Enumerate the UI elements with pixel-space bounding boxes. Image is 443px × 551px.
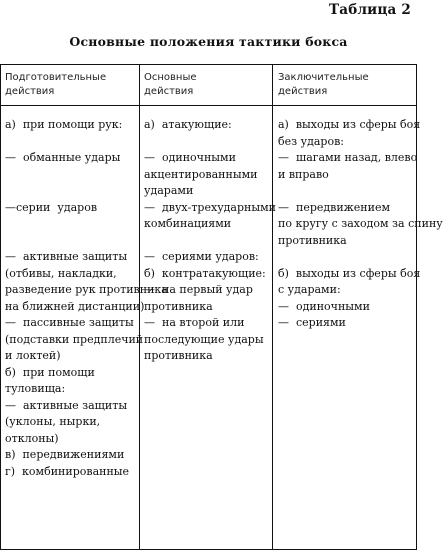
table-cell-line: — одиночными bbox=[144, 151, 236, 164]
table-cell-line bbox=[144, 134, 276, 151]
table-cell-line: с ударами: bbox=[278, 283, 341, 296]
column-final-body bbox=[278, 117, 443, 332]
table-cell-line: и локтей) bbox=[5, 349, 61, 362]
table-cell-line bbox=[278, 249, 443, 266]
table-title: Основные положения тактики бокса bbox=[69, 34, 348, 49]
header-text: действия bbox=[144, 86, 194, 97]
table-cell-line: —серии ударов bbox=[5, 200, 98, 214]
table-cell-line: на ближней дистанции) bbox=[5, 299, 145, 313]
table-cell-line: противника bbox=[144, 299, 213, 313]
table-cell-line: а) при помощи рук: bbox=[5, 118, 123, 131]
table-cell-line: — передвижением bbox=[278, 200, 391, 214]
header-preparatory bbox=[5, 71, 106, 99]
table-cell-line: — на первый удар bbox=[144, 283, 253, 296]
table-cell-line: противника bbox=[278, 233, 347, 247]
table-cell-line: по кругу с заходом за спину bbox=[278, 217, 443, 230]
table-cell-line bbox=[144, 233, 276, 250]
column-main-body bbox=[144, 117, 276, 365]
table-cell-line: разведение рук противника bbox=[5, 283, 168, 296]
header-text: действия bbox=[278, 86, 328, 97]
table-cell-line: акцентированными bbox=[144, 167, 258, 181]
header-text: Подготовительные bbox=[5, 72, 107, 83]
table-cell-line: (подставки предплечий bbox=[5, 332, 144, 346]
table-cell-line: туловища: bbox=[5, 382, 66, 395]
table-cell-line: противника bbox=[144, 349, 213, 362]
table-cell-line: б) выходы из сферы боя bbox=[278, 266, 421, 280]
table-cell-line: (уклоны, нырки, bbox=[5, 415, 101, 428]
table-cell-line: — обманные удары bbox=[5, 151, 121, 164]
table-cell-line: — пассивные защиты bbox=[5, 316, 134, 329]
table-cell-line: а) выходы из сферы боя bbox=[278, 118, 421, 131]
table-cell-line bbox=[278, 183, 443, 200]
table-cell-line: а) атакующие: bbox=[144, 118, 232, 131]
table-cell-line: последующие удары bbox=[144, 332, 264, 346]
table-cell-line: без ударов: bbox=[278, 134, 344, 148]
header-text: действия bbox=[5, 86, 55, 97]
table-cell-line: в) передвижениями bbox=[5, 448, 125, 461]
header-final bbox=[278, 71, 369, 99]
table-cell-line: — активные защиты bbox=[5, 398, 128, 412]
table-cell-line: г) комбинированные bbox=[5, 464, 130, 478]
table-cell-line: комбинациями bbox=[144, 217, 232, 230]
table-cell-line: ударами bbox=[144, 184, 194, 197]
header-text: Основные bbox=[144, 72, 197, 83]
table-cell-line: и вправо bbox=[278, 167, 329, 181]
table-left-border bbox=[0, 65, 1, 549]
table-cell-line: — шагами назад, влево bbox=[278, 151, 418, 164]
header-main bbox=[144, 71, 197, 99]
table-cell-line: (отбивы, накладки, bbox=[5, 266, 117, 280]
header-text: Заключительные bbox=[278, 72, 369, 83]
table-cell-line: — сериями bbox=[278, 316, 346, 329]
table-cell-line: б) контратакующие: bbox=[144, 266, 266, 280]
header-divider bbox=[0, 105, 417, 106]
table-cell-line: — сериями ударов: bbox=[144, 250, 259, 263]
table-cell-line: — на второй или bbox=[144, 316, 245, 329]
tactics-table bbox=[0, 64, 443, 550]
table-cell-line: — одиночными bbox=[278, 299, 370, 313]
table-cell-line: б) при помощи bbox=[5, 365, 95, 379]
table-cell-line: — активные защиты bbox=[5, 250, 128, 263]
table-number-label: Таблица 2 bbox=[329, 2, 411, 18]
table-cell-line: отклоны) bbox=[5, 431, 59, 445]
table-cell-line: — двух-трехударными bbox=[144, 200, 277, 214]
